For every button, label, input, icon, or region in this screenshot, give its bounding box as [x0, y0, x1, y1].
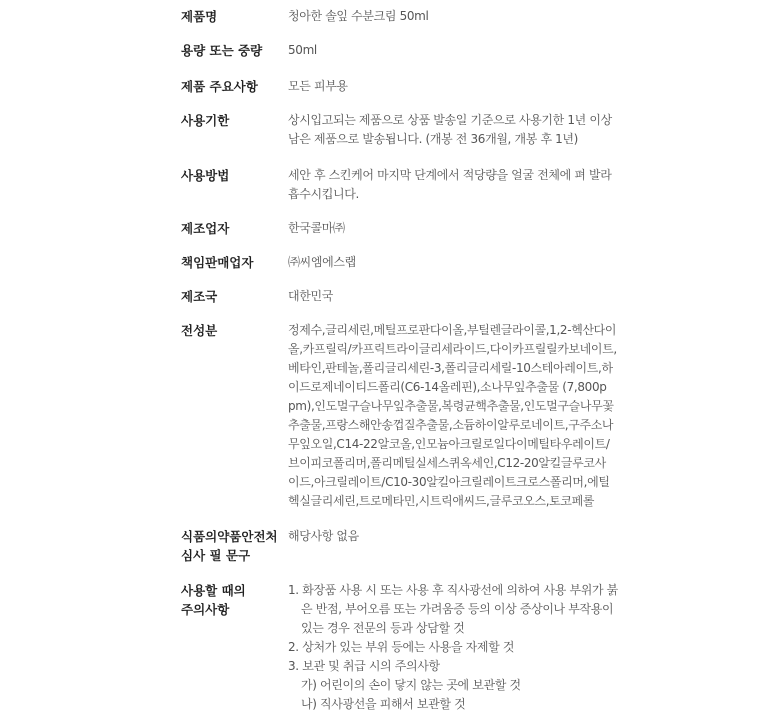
row-country — [181, 287, 610, 306]
row-seller — [181, 253, 610, 272]
caution-item-1-cont: 있는 경우 전문의 등과 상담할 것 — [301, 621, 465, 635]
label-expiry: 사용기한 — [181, 113, 230, 128]
caution-item-3b: 나) 직사광선을 피해서 보관할 것 — [301, 697, 466, 711]
row-cautions — [181, 581, 618, 714]
label-ingredients: 전성분 — [181, 323, 218, 338]
value-product-name: 청아한 솔잎 수분크림 50ml — [288, 9, 429, 23]
row-product-name — [181, 7, 610, 26]
row-usage — [181, 166, 610, 204]
caution-item-2: 2. 상처가 있는 부위 등에는 사용을 자제할 것 — [288, 640, 515, 654]
caution-item-1: 1. 화장품 사용 시 또는 사용 후 직사광선에 의하여 사용 부위가 붉 — [288, 583, 618, 597]
value-ingredients: 정제수,글리세린,메틸프로판다이올,부틸렌글라이콜,1,2-헥산다이 올,카프릴릭/카프릭트라이글리세라이드,다이카프릴릴카보네이트, 베타인,판테놀,폴리글리세린-3,폴리글리세릴-10스테아레이트,하 이드로제네이티드폴리(C6-14올레핀),소나무잎추출물 (7,800p pm),인도멀구슬나무잎추출물,복령균핵추출물,인도멀구슬나무꽃 추출물,프랑스해안송껍질추출물,소듐하이알루로네이트,구주소나 무잎오일,C14-22알코올,인모늄아크릴로일다이메틸타우레이트/ 브이피코폴리머,폴리메틸실세스퀴옥세인,C12-20알킬글루코사 이드,아크릴레이트/C10-30알킬아크릴레이트크로스폴리머,에틸 헥실글리세린,트로메타민,시트릭애씨드,글루코오스,토코페롤 — [288, 323, 617, 508]
value-manufacturer: 한국콜마㈜ — [288, 221, 345, 235]
label-manufacturer: 제조업자 — [181, 221, 230, 236]
label-main-spec: 제품 주요사항 — [181, 79, 258, 94]
label-seller: 책임판매업자 — [181, 255, 254, 270]
value-usage: 세안 후 스킨케어 마지막 단계에서 적당량을 얼굴 전체에 펴 발라 흡수시킵니다. — [288, 168, 612, 201]
row-mfds-review — [181, 527, 610, 565]
caution-item-1-cont: 은 반점, 부어오름 또는 가려움증 등의 이상 증상이나 부작용이 — [301, 602, 614, 616]
label-country: 제조국 — [181, 289, 218, 304]
value-capacity: 50ml — [288, 43, 317, 57]
value-seller: ㈜씨엠에스랩 — [288, 255, 356, 269]
caution-item-3a: 가) 어린이의 손이 닿지 않는 곳에 보관할 것 — [301, 678, 521, 692]
row-capacity — [181, 41, 610, 60]
value-expiry: 상시입고되는 제품으로 상품 발송일 기준으로 사용기한 1년 이상 남은 제품으로 발송됩니다. (개봉 전 36개월, 개봉 후 1년) — [288, 113, 612, 146]
row-main-spec — [181, 77, 610, 96]
value-country: 대한민국 — [288, 289, 333, 303]
value-main-spec: 모든 피부용 — [288, 79, 348, 93]
row-expiry — [181, 111, 610, 149]
value-mfds-review: 해당사항 없음 — [288, 529, 359, 543]
label-usage: 사용방법 — [181, 168, 230, 183]
label-mfds-review: 식품의약품안전처 심사 필 문구 — [181, 529, 278, 563]
label-product-name: 제품명 — [181, 9, 218, 24]
value-cautions — [288, 581, 618, 714]
row-manufacturer — [181, 219, 610, 238]
label-cautions: 사용할 때의 주의사항 — [181, 583, 246, 617]
caution-item-3: 3. 보관 및 취급 시의 주의사항 — [288, 659, 440, 673]
row-ingredients — [181, 321, 617, 511]
label-capacity: 용량 또는 중량 — [181, 43, 263, 58]
